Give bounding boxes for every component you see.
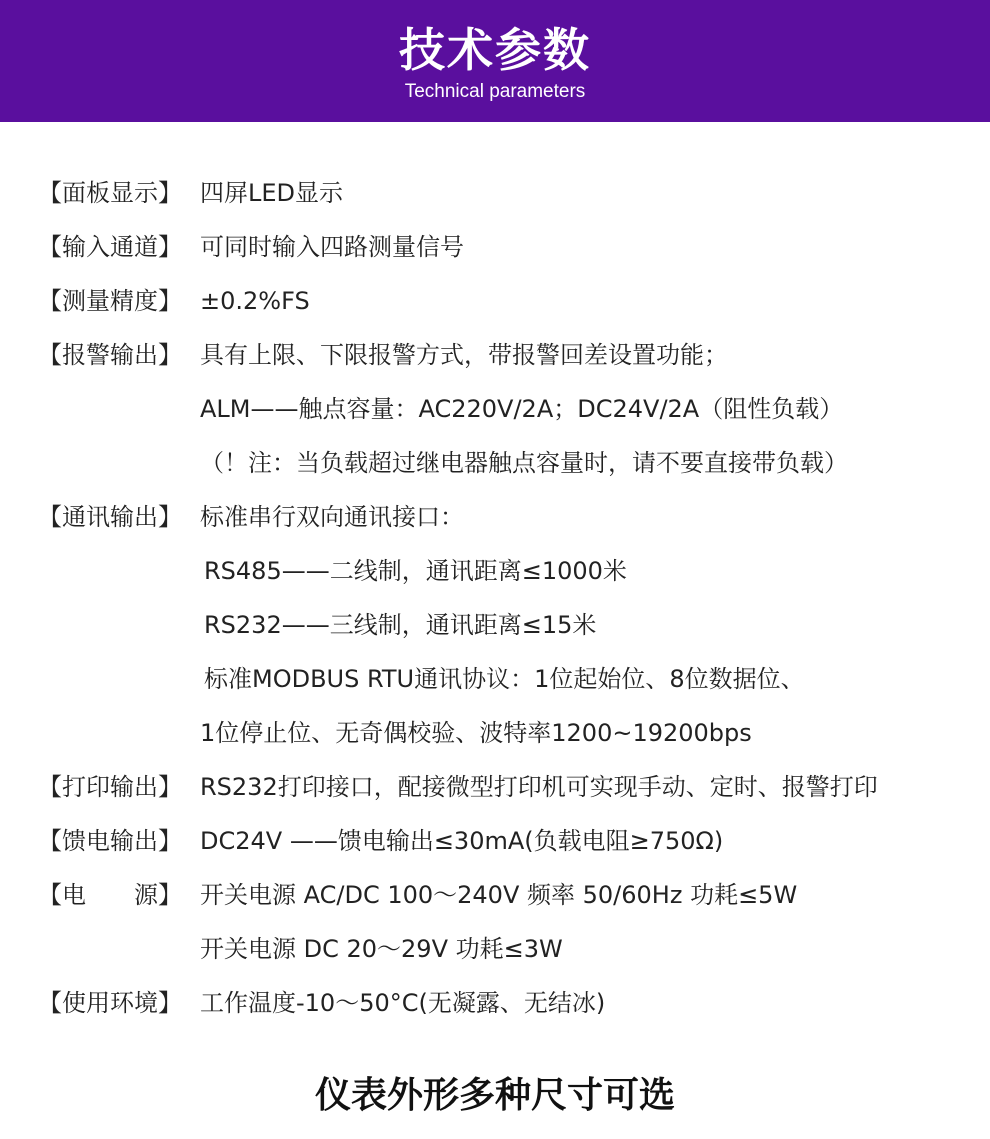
- header-title: 技术参数: [399, 23, 591, 77]
- spec-label: 【馈电输出】: [38, 827, 182, 855]
- spec-row-power-dc: [0, 922, 990, 976]
- spec-label: 【通讯输出】: [38, 503, 182, 531]
- spec-label: 【报警输出】: [38, 341, 182, 369]
- spec-row-power: [0, 868, 990, 922]
- spec-row-comm-output: [0, 490, 990, 544]
- spec-row-feed-output: [0, 814, 990, 868]
- spec-list: [0, 166, 990, 1030]
- spec-row-alarm-note: [0, 436, 990, 490]
- spec-row-accuracy: [0, 274, 990, 328]
- spec-value: DC24V ——馈电输出≤30mA(负载电阻≥750Ω): [200, 827, 724, 855]
- spec-label: 【输入通道】: [38, 233, 182, 261]
- spec-row-modbus-params: [0, 706, 990, 760]
- spec-row-input-channels: [0, 220, 990, 274]
- spec-value: 开关电源 DC 20～29V 功耗≤3W: [200, 935, 563, 963]
- footer-title: 仪表外形多种尺寸可选: [314, 1075, 675, 1116]
- spec-value: RS232——三线制，通讯距离≤15米: [204, 611, 597, 639]
- spec-value: ±0.2%FS: [200, 287, 310, 315]
- spec-value: 标准串行双向通讯接口：: [200, 503, 464, 531]
- spec-row-modbus: [0, 652, 990, 706]
- spec-value: 开关电源 AC/DC 100～240V 频率 50/60Hz 功耗≤5W: [200, 881, 798, 909]
- spec-label: 【测量精度】: [38, 287, 182, 315]
- spec-value: RS232打印接口，配接微型打印机可实现手动、定时、报警打印: [200, 773, 878, 801]
- spec-row-environment: [0, 976, 990, 1030]
- spec-row-rs232: [0, 598, 990, 652]
- spec-value: （！注：当负载超过继电器触点容量时，请不要直接带负载）: [200, 449, 848, 477]
- spec-value: 1位停止位、无奇偶校验、波特率1200~19200bps: [200, 719, 752, 747]
- spec-value: ALM——触点容量：AC220V/2A；DC24V/2A（阻性负载）: [200, 395, 844, 423]
- spec-row-alarm-output: [0, 328, 990, 382]
- spec-row-print-output: [0, 760, 990, 814]
- header-subtitle: Technical parameters: [404, 81, 586, 102]
- spec-row-rs485: [0, 544, 990, 598]
- spec-value: 四屏LED显示: [200, 179, 344, 207]
- spec-row-panel-display: [0, 166, 990, 220]
- spec-label: 【面板显示】: [38, 179, 182, 207]
- spec-value: RS485——二线制，通讯距离≤1000米: [204, 557, 627, 585]
- spec-row-alarm-contact: [0, 382, 990, 436]
- spec-label: 【使用环境】: [38, 989, 182, 1017]
- spec-value: 工作温度-10～50°C(无凝露、无结冰): [200, 989, 606, 1017]
- header-banner: [0, 0, 990, 122]
- spec-label: 【打印输出】: [38, 773, 182, 801]
- spec-value: 可同时输入四路测量信号: [200, 233, 464, 261]
- spec-label: 【电 源】: [38, 881, 182, 909]
- spec-value: 标准MODBUS RTU通讯协议：1位起始位、8位数据位、: [204, 665, 805, 693]
- spec-value: 具有上限、下限报警方式，带报警回差设置功能；: [200, 341, 728, 369]
